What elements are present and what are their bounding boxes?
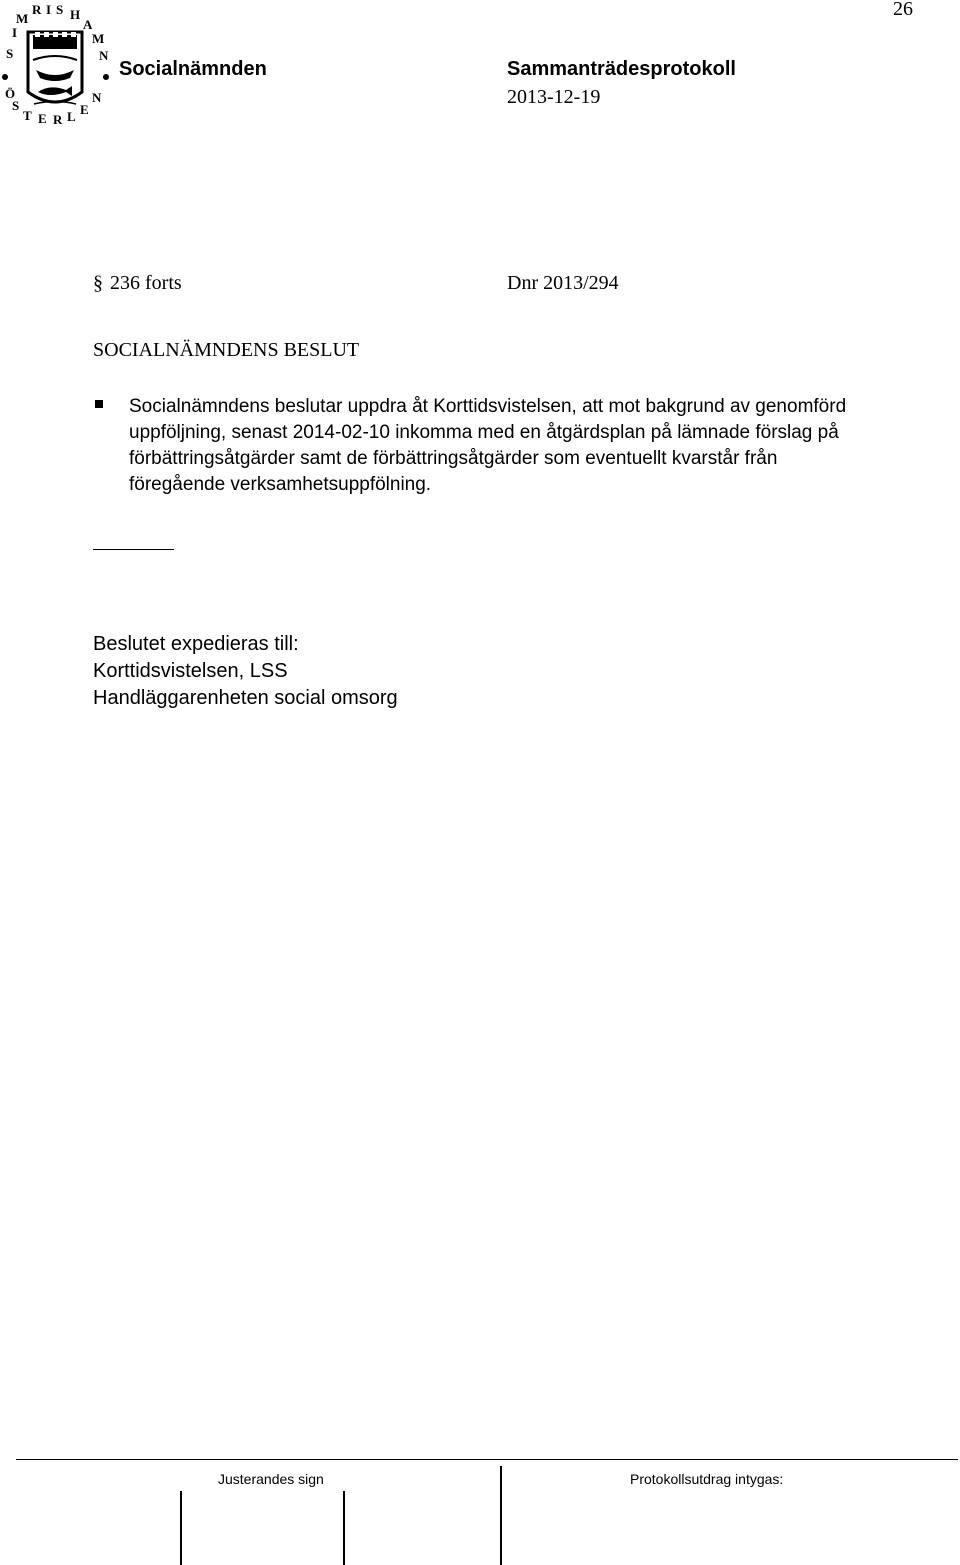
decision-text-line: förbättringsåtgärder samt de förbättringsåtgärder som eventuellt kvarstår från: [129, 448, 778, 469]
svg-text:R: R: [32, 2, 42, 17]
distribution-recipient: Korttidsvistelsen, LSS: [93, 660, 288, 682]
municipal-seal-icon: [0, 0, 116, 128]
svg-text:E: E: [38, 111, 47, 126]
extract-certification-label: Protokollsutdrag intygas:: [630, 1471, 784, 1487]
svg-text:S: S: [6, 46, 14, 61]
section-separator: [93, 549, 174, 550]
svg-text:I: I: [46, 2, 52, 17]
svg-text:S: S: [56, 2, 64, 17]
page-number: 26: [893, 0, 913, 20]
svg-text:H: H: [70, 7, 81, 22]
signature-label: Justerandes sign: [218, 1471, 324, 1487]
decision-heading: SOCIALNÄMNDENS BESLUT: [93, 339, 360, 361]
decision-text-line: Socialnämndens beslutar uppdra åt Korttidsvistelsen, att mot bakgrund av genomförd: [129, 396, 847, 417]
decision-text-line: uppföljning, senast 2014-02-10 inkomma med en åtgärdsplan på lämnade förslag på: [129, 422, 839, 443]
signature-box-divider: [343, 1491, 345, 1565]
svg-text:N: N: [99, 48, 109, 63]
signature-box-divider: [500, 1466, 502, 1565]
distribution-recipient: Handläggarenheten social omsorg: [93, 687, 398, 709]
svg-text:E: E: [80, 102, 89, 117]
svg-text:S: S: [12, 98, 20, 113]
distribution-heading: Beslutet expedieras till:: [93, 633, 299, 655]
org-name: Socialnämnden: [119, 58, 267, 80]
svg-text:R: R: [53, 112, 63, 127]
document-type: Sammanträdesprotokoll: [507, 58, 736, 80]
section-number: 236 forts: [110, 272, 182, 294]
svg-text:M: M: [92, 31, 105, 46]
case-number: Dnr 2013/294: [507, 272, 619, 294]
svg-text:M: M: [16, 11, 29, 26]
signature-box-divider: [180, 1491, 182, 1565]
svg-text:I: I: [12, 25, 18, 40]
svg-text:Ö: Ö: [5, 86, 16, 101]
svg-text:A: A: [83, 17, 93, 32]
square-bullet-icon: [95, 400, 103, 408]
svg-text:T: T: [23, 108, 32, 123]
document-date: 2013-12-19: [507, 86, 601, 108]
svg-text:N: N: [92, 90, 102, 105]
svg-text:L: L: [67, 109, 76, 124]
footer-rule: [16, 1459, 958, 1460]
section-sign-icon: §: [93, 272, 103, 294]
decision-text-line: föregående verksamhetsuppfölning.: [129, 474, 432, 495]
